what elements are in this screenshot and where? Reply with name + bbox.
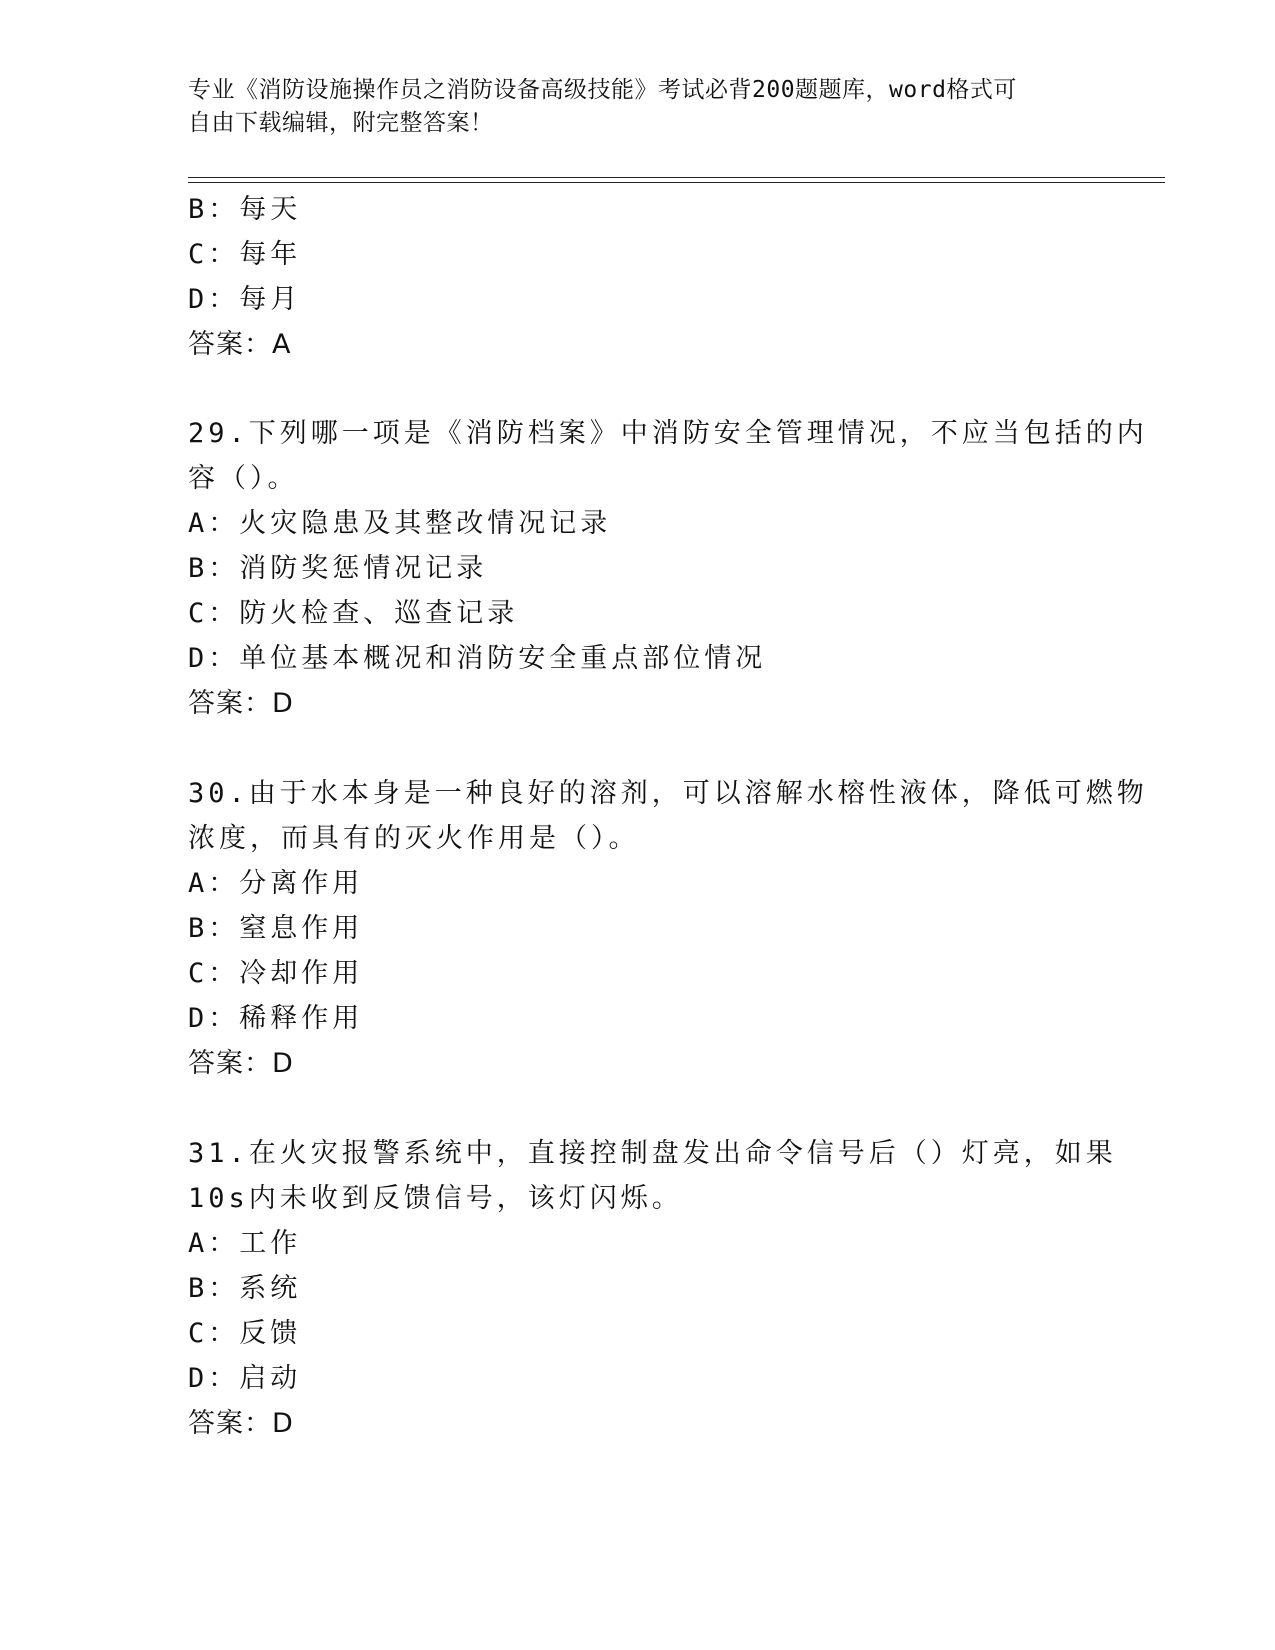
header-line-2: 自由下载编辑，附完整答案！: [188, 110, 494, 136]
question-stem: 容（）。: [188, 463, 299, 494]
option-c: C：防火检查、巡查记录: [188, 598, 519, 629]
option-a: A：工作: [188, 1228, 302, 1259]
option-c: C：冷却作用: [188, 958, 364, 989]
option-b: B：系统: [188, 1273, 302, 1304]
option-d: D：启动: [188, 1363, 302, 1394]
option-d: D：单位基本概况和消防安全重点部位情况: [188, 643, 767, 674]
option-b: B：窒息作用: [188, 913, 364, 944]
question-stem: 浓度，而具有的灭火作用是（）。: [188, 823, 640, 854]
header-line-1: 专业《消防设施操作员之消防设备高级技能》考试必背200题题库，word格式可: [188, 77, 1017, 103]
option-b: B：每天: [188, 194, 302, 225]
option-d: D：每月: [188, 284, 302, 315]
answer: 答案：D: [188, 1048, 294, 1079]
question-stem: 30.由于水本身是一种良好的溶剂，可以溶解水榕性液体，降低可燃物: [188, 778, 1148, 809]
option-a: A：火灾隐患及其整改情况记录: [188, 508, 612, 539]
answer: 答案：D: [188, 688, 294, 719]
answer: 答案：A: [188, 329, 292, 360]
option-c: C：每年: [188, 239, 302, 270]
option-b: B：消防奖惩情况记录: [188, 553, 488, 584]
question-stem: 10s内未收到反馈信号，该灯闪烁。: [188, 1183, 683, 1214]
question-stem: 31.在火灾报警系统中，直接控制盘发出命令信号后（）灯亮，如果: [188, 1138, 1117, 1169]
option-c: C：反馈: [188, 1318, 302, 1349]
answer: 答案：D: [188, 1408, 294, 1439]
header-divider: [188, 177, 1165, 183]
question-stem: 29.下列哪一项是《消防档案》中消防安全管理情况，不应当包括的内: [188, 418, 1148, 449]
document-header: [188, 74, 1088, 140]
option-a: A：分离作用: [188, 868, 364, 899]
option-d: D：稀释作用: [188, 1003, 364, 1034]
